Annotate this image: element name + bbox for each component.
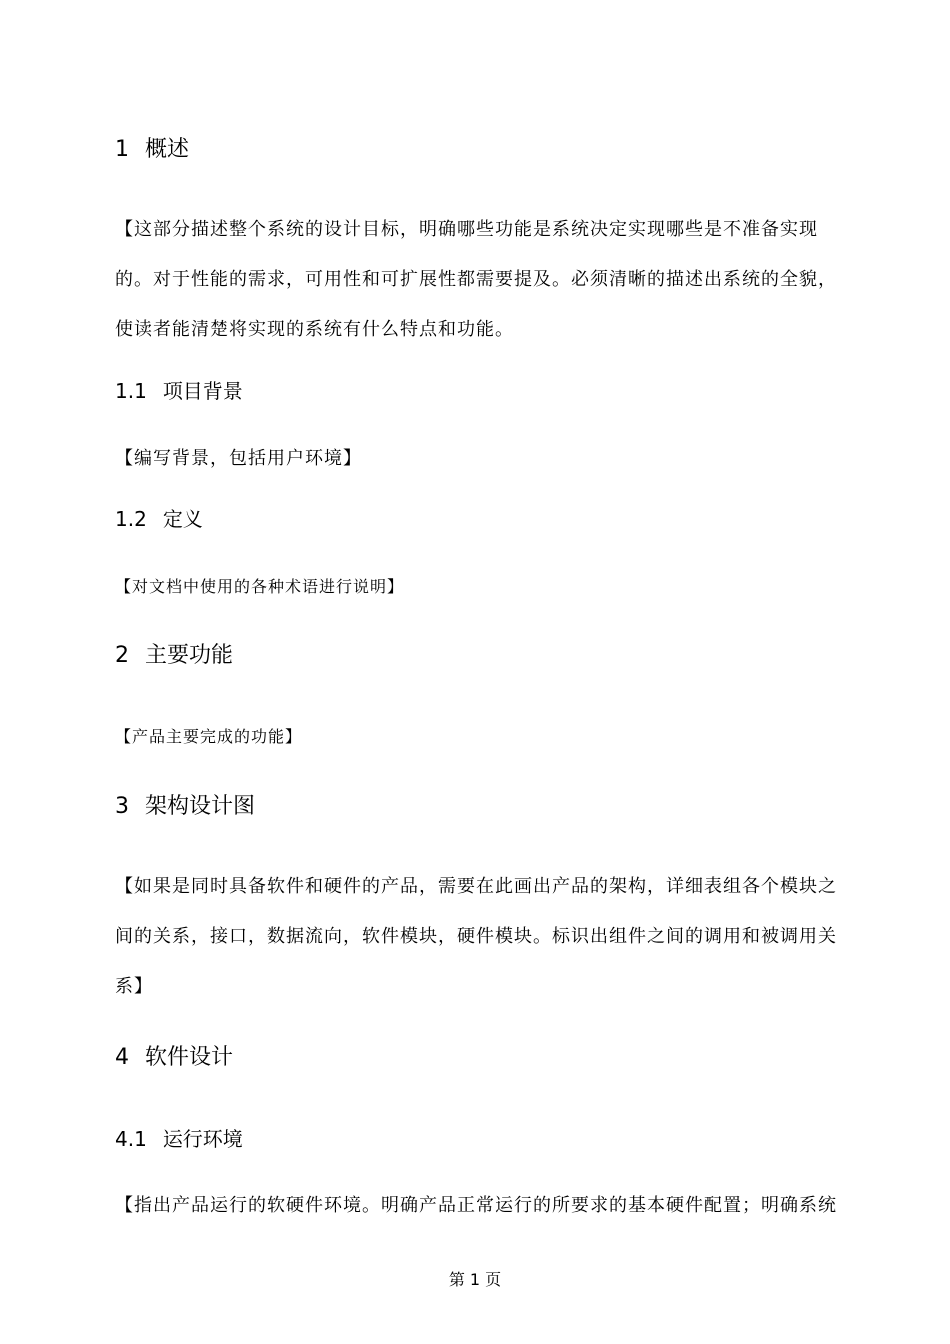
- section-title: 运行环境: [162, 1127, 243, 1151]
- section-1-1-heading: [115, 377, 243, 405]
- section-number: 1: [115, 137, 129, 162]
- paragraph-line: 间的关系，接口，数据流向，软件模块，硬件模块。标识出组件之间的调用和被调用关: [115, 926, 837, 947]
- section-title: 架构设计图: [145, 794, 256, 819]
- paragraph-line: 使读者能清楚将实现的系统有什么特点和功能。: [115, 319, 514, 340]
- section-title: 软件设计: [145, 1045, 234, 1070]
- section-title: 主要功能: [145, 643, 234, 668]
- section-3-heading: [115, 792, 255, 822]
- paragraph-line: 【如果是同时具备软件和硬件的产品，需要在此画出产品的架构，详细表组各个模块之: [115, 876, 837, 897]
- paragraph-line: 的。对于性能的需求，可用性和可扩展性都需要提及。必须清晰的描述出系统的全貌，: [115, 269, 837, 290]
- section-number: 1.1: [115, 379, 147, 403]
- section-number: 1.2: [115, 507, 147, 531]
- section-4-heading: [115, 1043, 233, 1073]
- section-number: 2: [115, 643, 129, 668]
- section-title: 项目背景: [162, 379, 243, 403]
- section-1-1-paragraph: 【编写背景，包括用户环境】: [115, 448, 362, 469]
- section-number: 4.1: [115, 1127, 147, 1151]
- page-number-footer: 第 1 页: [448, 1270, 502, 1289]
- section-4-1-paragraph: 【指出产品运行的软硬件环境。明确产品正常运行的所要求的基本硬件配置；明确系统: [115, 1195, 837, 1216]
- section-2-heading: [115, 641, 233, 671]
- section-1-heading: [115, 135, 189, 165]
- section-1-2-paragraph: 【对文档中使用的各种术语进行说明】: [115, 577, 405, 596]
- section-3-paragraph: [115, 862, 895, 1012]
- section-2-paragraph: 【产品主要完成的功能】: [115, 727, 303, 746]
- section-1-2-heading: [115, 505, 203, 533]
- section-number: 3: [115, 794, 129, 819]
- paragraph-line: 系】: [115, 976, 153, 997]
- paragraph-line: 【这部分描述整个系统的设计目标，明确哪些功能是系统决定实现哪些是不准备实现: [115, 219, 818, 240]
- section-1-paragraph: [115, 205, 895, 355]
- section-title: 概述: [145, 137, 190, 162]
- section-title: 定义: [162, 507, 203, 531]
- section-4-1-heading: [115, 1125, 243, 1153]
- section-number: 4: [115, 1045, 129, 1070]
